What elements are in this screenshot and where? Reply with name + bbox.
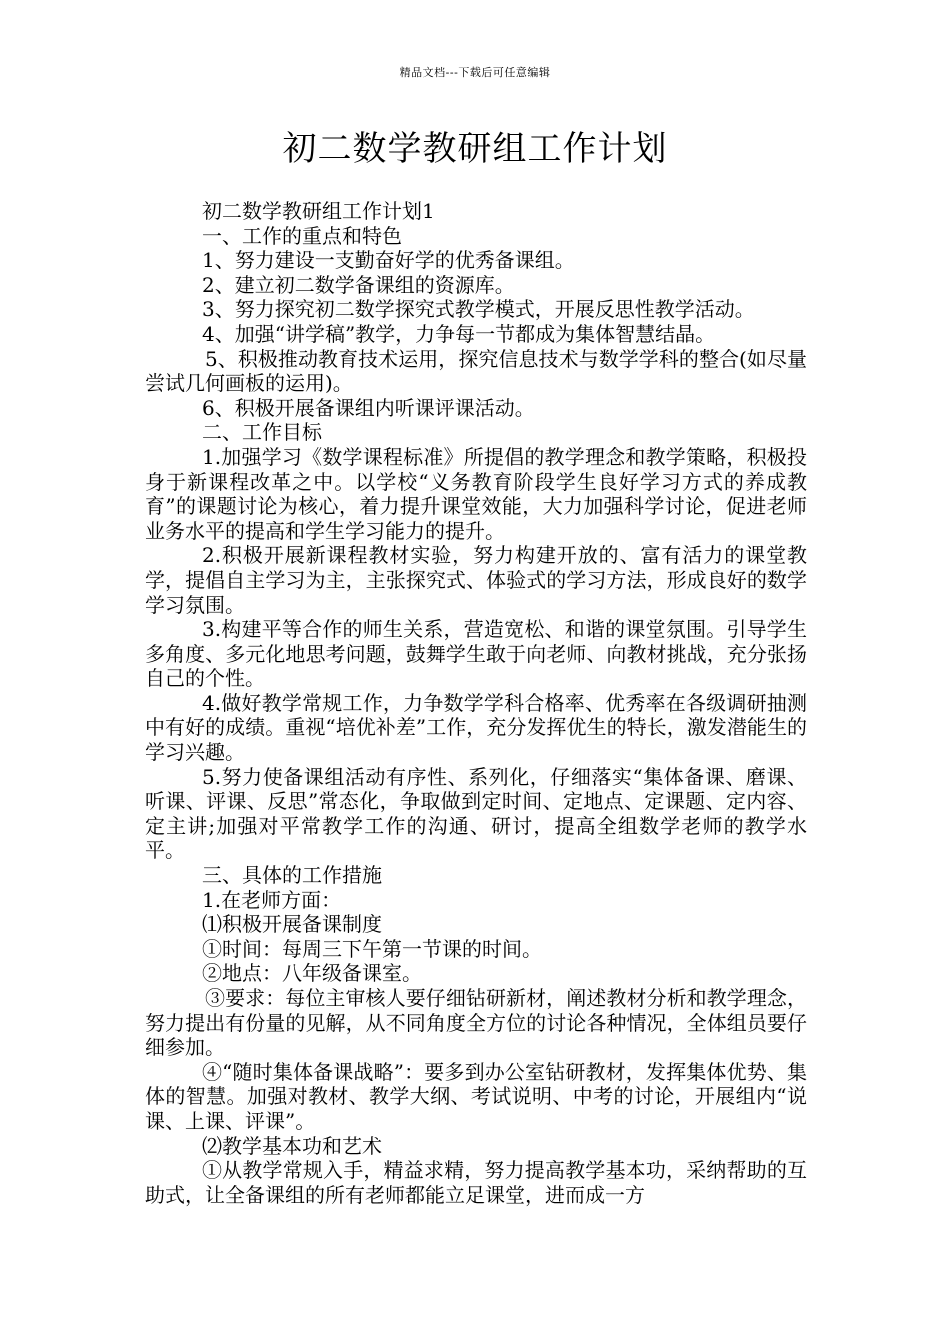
paragraph: ①从教学常规入手，精益求精，努力提高教学基本功，采纳帮助的互助式，让全备课组的所有老师都能立足课堂，进而成一方 <box>145 1158 807 1207</box>
paragraph: 2.积极开展新课程教材实验，努力构建开放的、富有活力的课堂教学，提倡自主学习为主，主张探究式、体验式的学习方法，形成良好的数学学习氛围。 <box>145 543 807 617</box>
paragraph: 3、努力探究初二数学探究式教学模式，开展反思性教学活动。 <box>202 297 755 322</box>
document-body <box>145 199 807 1207</box>
section-heading-plan-1: 初二数学教研组工作计划1 <box>202 199 435 223</box>
paragraph: ①时间：每周三下午第一节课的时间。 <box>202 936 542 961</box>
subheading: ⑵教学基本功和艺术 <box>202 1133 382 1158</box>
paragraph: 4、加强“讲学稿”教学，力争每一节都成为集体智慧结晶。 <box>202 321 716 346</box>
paragraph: 1、努力建设一支勤奋好学的优秀备课组。 <box>202 248 575 273</box>
paragraph: 5、积极推动教育技术运用，探究信息技术与数学学科的整合(如尽量尝试几何画板的运用)。 <box>145 346 807 396</box>
paragraph: ④“随时集体备课战略”：要多到办公室钻研教材，发挥集体优势、集体的智慧。加强对教材、教学大纲、考试说明、中考的讨论，开展组内“说课、上课、评课”。 <box>145 1059 807 1133</box>
header-note: 精品文档---下载后可任意编辑 <box>399 66 551 79</box>
paragraph: ②地点：八年级备课室。 <box>202 961 422 986</box>
document-title: 初二数学教研组工作计划 <box>282 129 668 169</box>
paragraph: 5.努力使备课组活动有序性、系列化，仔细落实“集体备课、磨课、听课、评课、反思”常态化，争取做到定时间、定地点、定课题、定内容、定主讲;加强对平常教学工作的沟通、研讨，提高全组数学老师的教学水平。 <box>145 764 807 863</box>
paragraph: 4.做好教学常规工作，力争数学学科合格率、优秀率在各级调研抽测中有好的成绩。重视“培优补差”工作，充分发挥优生的特长，激发潜能生的学习兴趣。 <box>145 690 807 765</box>
subheading: 1.在老师方面： <box>202 887 342 912</box>
paragraph: 2、建立初二数学备课组的资源库。 <box>202 272 515 297</box>
section-heading-1: 一、工作的重点和特色 <box>202 223 402 248</box>
paragraph: 6、积极开展备课组内听课评课活动。 <box>202 395 535 420</box>
section-heading-2: 二、工作目标 <box>202 420 322 445</box>
paragraph: ③要求：每位主审核人要仔细钻研新材，阐述教材分析和教学理念，努力提出有份量的见解，从不同角度全方位的讨论各种情况，全体组员要仔细参加。 <box>145 986 807 1060</box>
subheading: ⑴积极开展备课制度 <box>202 912 382 937</box>
section-heading-3: 三、具体的工作措施 <box>202 863 382 888</box>
paragraph: 1.加强学习《数学课程标准》所提倡的教学理念和教学策略，积极投身于新课程改革之中。以学校“义务教育阶段学生良好学习方式的养成教育”的课题讨论为核心，着力提升课堂效能，大力加强科学讨论，促进老师业务水平的提高和学生学习能力的提升。 <box>145 444 807 543</box>
paragraph: 3.构建平等合作的师生关系，营造宽松、和谐的课堂氛围。引导学生多角度、多元化地思考问题，鼓舞学生敢于向老师、向教材挑战，充分张扬自己的个性。 <box>145 617 807 691</box>
